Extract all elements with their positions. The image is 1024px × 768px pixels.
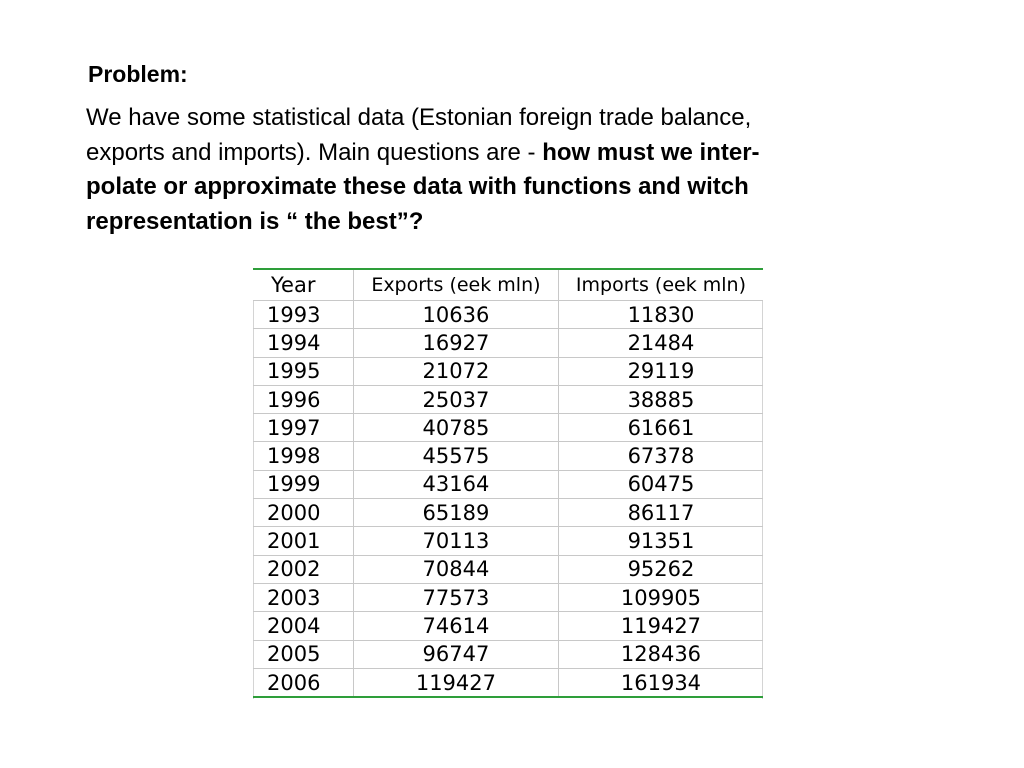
header-imports: Imports (eek mln) (558, 269, 763, 301)
cell-imports: 161934 (558, 668, 763, 697)
cell-imports: 67378 (558, 442, 763, 470)
cell-year: 1996 (253, 385, 353, 413)
description-line-4-bold: representation is “ the best”? (86, 207, 424, 235)
table-header-row (253, 269, 763, 301)
cell-imports: 128436 (558, 640, 763, 668)
table-row (253, 640, 763, 668)
description-line-2-bold: how must we inter- (542, 138, 760, 166)
description-line-4 (86, 205, 916, 240)
cell-year: 2004 (253, 612, 353, 640)
cell-exports: 119427 (353, 668, 558, 697)
cell-year: 2001 (253, 527, 353, 555)
cell-year: 2006 (253, 668, 353, 697)
cell-imports: 38885 (558, 385, 763, 413)
cell-exports: 21072 (353, 357, 558, 385)
header-year: Year (253, 269, 353, 301)
table-row (253, 470, 763, 498)
cell-imports: 60475 (558, 470, 763, 498)
cell-exports: 77573 (353, 583, 558, 611)
header-exports: Exports (eek mln) (353, 269, 558, 301)
cell-year: 1999 (253, 470, 353, 498)
cell-imports: 86117 (558, 499, 763, 527)
cell-exports: 70844 (353, 555, 558, 583)
cell-year: 1994 (253, 329, 353, 357)
cell-year: 2002 (253, 555, 353, 583)
cell-year: 1993 (253, 301, 353, 329)
cell-imports: 91351 (558, 527, 763, 555)
cell-imports: 21484 (558, 329, 763, 357)
table-row (253, 612, 763, 640)
cell-year: 1998 (253, 442, 353, 470)
cell-exports: 40785 (353, 414, 558, 442)
table-row (253, 668, 763, 697)
table-row (253, 329, 763, 357)
cell-imports: 95262 (558, 555, 763, 583)
description-line-2 (86, 136, 916, 171)
cell-exports: 43164 (353, 470, 558, 498)
cell-exports: 25037 (353, 385, 558, 413)
problem-description (86, 101, 916, 239)
cell-exports: 96747 (353, 640, 558, 668)
cell-exports: 16927 (353, 329, 558, 357)
cell-exports: 65189 (353, 499, 558, 527)
table-row (253, 301, 763, 329)
trade-table-container (253, 268, 763, 698)
cell-year: 2003 (253, 583, 353, 611)
table-row (253, 414, 763, 442)
trade-table-header (253, 269, 763, 301)
trade-table-body (253, 301, 763, 698)
cell-imports: 29119 (558, 357, 763, 385)
trade-table (253, 268, 763, 698)
cell-imports: 61661 (558, 414, 763, 442)
problem-heading: Problem: (88, 61, 188, 87)
table-row (253, 385, 763, 413)
description-line-2-normal: exports and imports). Main questions are - (86, 138, 543, 166)
cell-imports: 11830 (558, 301, 763, 329)
cell-imports: 109905 (558, 583, 763, 611)
table-row (253, 583, 763, 611)
cell-exports: 70113 (353, 527, 558, 555)
cell-year: 1995 (253, 357, 353, 385)
cell-imports: 119427 (558, 612, 763, 640)
cell-exports: 74614 (353, 612, 558, 640)
cell-year: 2005 (253, 640, 353, 668)
cell-year: 1997 (253, 414, 353, 442)
table-row (253, 527, 763, 555)
table-row (253, 442, 763, 470)
table-row (253, 555, 763, 583)
cell-exports: 45575 (353, 442, 558, 470)
table-row (253, 499, 763, 527)
description-line-3-bold: polate or approximate these data with functions and witch (86, 173, 749, 200)
description-line-3 (86, 170, 916, 205)
cell-exports: 10636 (353, 301, 558, 329)
description-line-1: We have some statistical data (Estonian foreign trade balance, (86, 104, 752, 131)
table-row (253, 357, 763, 385)
cell-year: 2000 (253, 499, 353, 527)
